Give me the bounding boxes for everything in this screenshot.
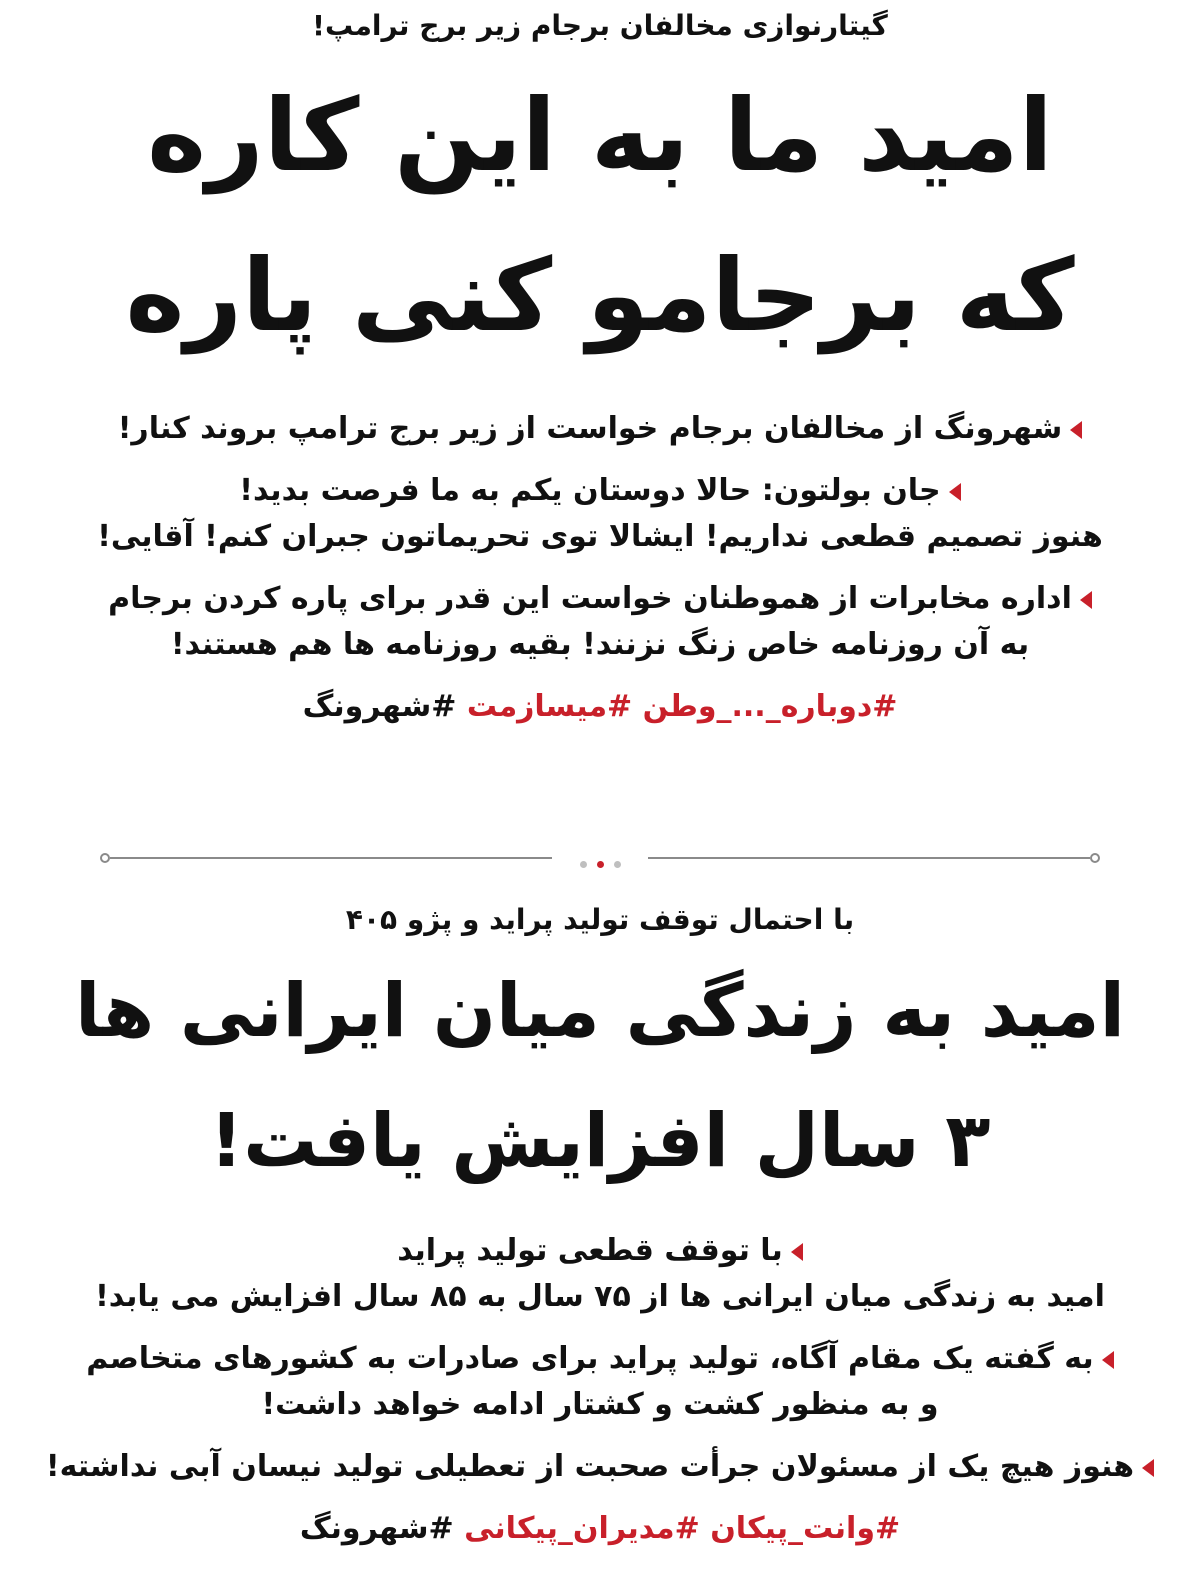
divider-end-circle-icon bbox=[1090, 853, 1100, 863]
bullet-item bbox=[0, 576, 1200, 668]
story-2-headline-line-1: امید به زندگی میان ایرانی ها bbox=[75, 968, 1125, 1054]
dot-icon bbox=[597, 861, 604, 868]
divider-rule bbox=[648, 857, 1090, 859]
bullet-text: جان بولتون: حالا دوستان یکم به ما فرصت بدید! bbox=[239, 473, 941, 508]
story-1 bbox=[0, 6, 1200, 730]
bullet-marker-icon bbox=[949, 483, 961, 501]
dot-icon bbox=[614, 861, 621, 868]
divider-end-circle-icon bbox=[100, 853, 110, 863]
divider-rule bbox=[110, 857, 552, 859]
bullet-marker-icon bbox=[791, 1243, 803, 1261]
story-1-headline-line-1: امید ما به این کاره bbox=[147, 77, 1053, 194]
story-2-headline-line-2: ۳ سال افزایش یافت! bbox=[209, 1098, 991, 1184]
bullet-item bbox=[0, 1336, 1200, 1428]
hashtag-brand: #شهرونگ bbox=[302, 689, 457, 724]
bullet-text: امید به زندگی میان ایرانی ها از ۷۵ سال به ۸۵ سال افزایش می یابد! bbox=[95, 1279, 1105, 1314]
bullet-marker-icon bbox=[1070, 421, 1082, 439]
story-2-bullets bbox=[0, 1228, 1200, 1490]
bullet-text: شهرونگ از مخالفان برجام خواست از زیر برج ترامپ بروند کنار! bbox=[117, 411, 1063, 446]
bullet-marker-icon bbox=[1142, 1459, 1154, 1477]
dot-icon bbox=[580, 861, 587, 868]
bullet-text: و به منظور کشت و کشتار ادامه خواهد داشت! bbox=[261, 1387, 939, 1422]
story-2-hashtags bbox=[0, 1506, 1200, 1552]
section-divider bbox=[100, 848, 1100, 868]
story-1-kicker: گیتارنوازی مخالفان برجام زیر برج ترامپ! bbox=[312, 9, 888, 42]
bullet-text: هنوز هیچ یک از مسئولان جرأت صحبت از تعطیلی تولید نیسان آبی نداشته! bbox=[45, 1449, 1135, 1484]
hashtags-red: #دوباره_..._وطن #میسازمت bbox=[466, 689, 898, 724]
bullet-marker-icon bbox=[1080, 591, 1092, 609]
bullet-marker-icon bbox=[1102, 1351, 1114, 1369]
bullet-text: اداره مخابرات از هموطنان خواست این قدر برای پاره کردن برجام bbox=[108, 581, 1072, 616]
hashtag-brand: #شهرونگ bbox=[299, 1511, 454, 1546]
story-1-hashtags bbox=[0, 684, 1200, 730]
bullet-text: هنوز تصمیم قطعی نداریم! ایشالا توی تحریماتون جبران کنم! آقایی! bbox=[97, 519, 1103, 554]
bullet-item bbox=[0, 406, 1200, 452]
story-2 bbox=[0, 900, 1200, 1552]
divider-dots bbox=[558, 853, 642, 872]
story-1-bullets bbox=[0, 406, 1200, 668]
hashtags-red: #وانت_پیکان #مدیران_پیکانی bbox=[464, 1511, 901, 1546]
story-2-kicker: با احتمال توقف تولید پراید و پژو ۴۰۵ bbox=[345, 903, 855, 936]
bullet-item bbox=[0, 1444, 1200, 1490]
story-1-headline-line-2: که برجامو کنی پاره bbox=[125, 237, 1075, 354]
bullet-text: به گفته یک مقام آگاه، تولید پراید برای صادرات به کشورهای متخاصم bbox=[86, 1341, 1094, 1376]
bullet-text: به آن روزنامه خاص زنگ نزنند! بقیه روزنامه ها هم هستند! bbox=[170, 627, 1030, 662]
bullet-item bbox=[0, 468, 1200, 560]
bullet-item bbox=[0, 1228, 1200, 1320]
bullet-text: با توقف قطعی تولید پراید bbox=[397, 1233, 783, 1268]
